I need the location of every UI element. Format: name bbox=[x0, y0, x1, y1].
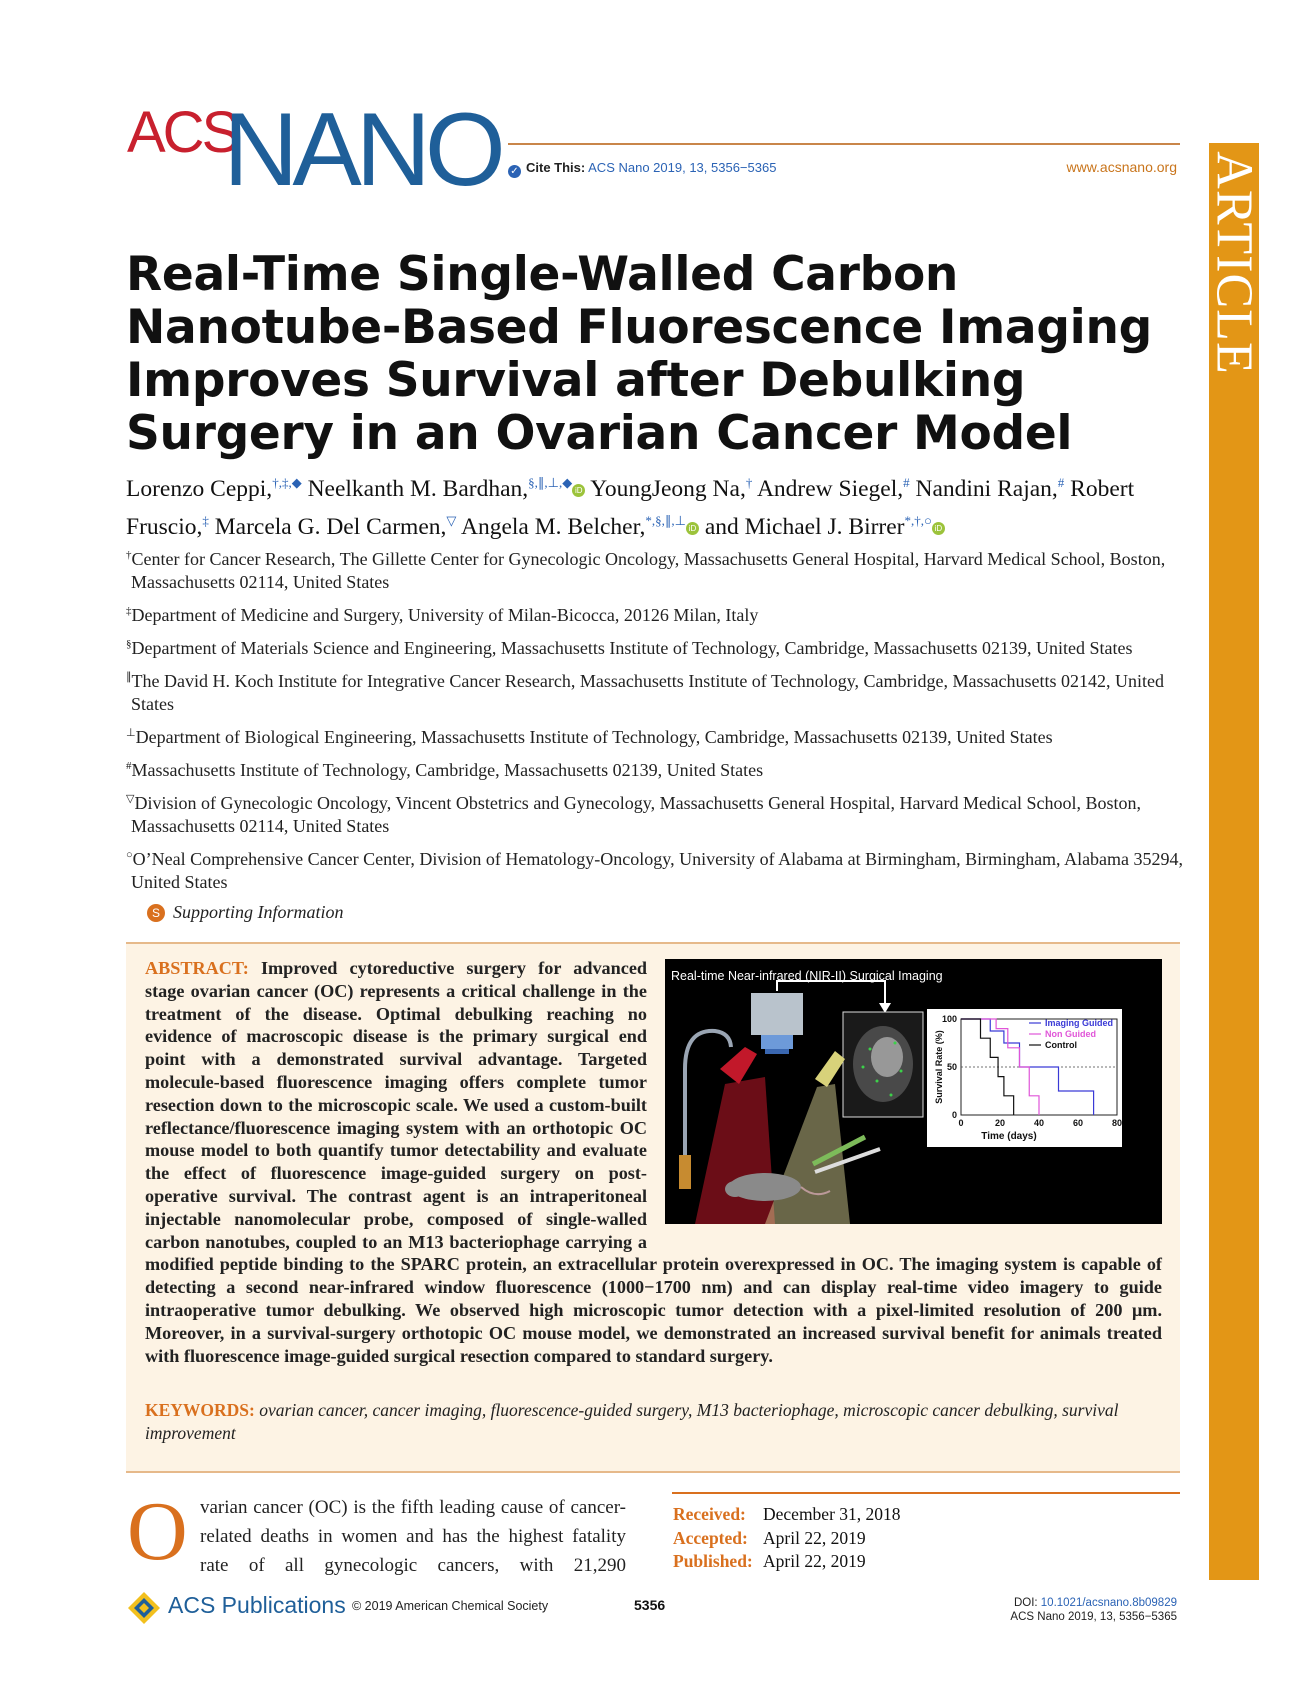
author-affiliation-marks: ‡ bbox=[202, 512, 209, 528]
drop-cap: O bbox=[127, 1485, 188, 1578]
author-affiliation-marks: *,†,○ bbox=[904, 512, 932, 528]
y-tick-label: 0 bbox=[951, 1110, 957, 1120]
orcid-icon[interactable]: iD bbox=[932, 522, 945, 535]
keywords-label: KEYWORDS: bbox=[145, 1400, 255, 1420]
y-tick-label: 50 bbox=[946, 1062, 957, 1072]
y-tick-label: 100 bbox=[941, 1014, 957, 1024]
author-affiliation-marks: # bbox=[903, 475, 910, 490]
date-row: Published: April 22, 2019 bbox=[673, 1551, 866, 1571]
dates-rule bbox=[672, 1492, 1180, 1494]
author-affiliation-marks: ▽ bbox=[446, 512, 457, 528]
footer-citation: ACS Nano 2019, 13, 5356−5365 bbox=[1010, 1611, 1177, 1623]
author[interactable]: Robert Fruscio,‡ bbox=[126, 475, 1135, 540]
legend-entry: Non Guided bbox=[1045, 1029, 1096, 1039]
abstract-body: Improved cytoreductive surgery for advanced stage ovarian cancer (OC) represents a critical challenge in the treatment of the disease. Optimal debulking reaching no evidence of macroscopic disease is the primary surgical end point with a demonstrated survival advantage. Targeted molecule-based fluorescence imaging offers complete tumor resection down to the microscopic scale. We used a custom-built reflectance/fluorescence imaging system with an orthotopic OC mouse model to both quantify tumor detectability and evaluate the effect of fluorescence image-guided surgery on post-operative survival. The contrast agent is an intraperitoneal injectable nanomolecular probe, composed of single-walled carbon nanotubes, coupled to an M13 bacteriophage carrying a modified peptide binding to the SPARC protein, an extracellular protein overexpressed in OC. The imaging system is capable of detecting a second near-infrared window fluorescence (1000−1700 nm) and can display real-time video imagery to guide intraoperative tumor debulking. We observed high microscopic tumor detection with a pixel-limited resolution of 200 μm. Moreover, in a survival-surgery orthotopic OC mouse model, we demonstrated an increased survival benefit for animals treated with fluorescence image-guided surgical resection compared to standard surgery. bbox=[145, 958, 1162, 1366]
x-tick-label: 40 bbox=[1033, 1118, 1045, 1128]
toc-graphic bbox=[665, 959, 1162, 1224]
affiliation: ∥The David H. Koch Institute for Integrative Cancer Research, Massachusetts Institute of Technology, Cambridge, Massachusetts 02142, United States bbox=[126, 671, 1164, 714]
journal-logo[interactable] bbox=[127, 92, 514, 208]
affiliation: ⊥Department of Biological Engineering, Massachusetts Institute of Technology, Cambridge, Massachusetts 02139, United States bbox=[126, 727, 1053, 747]
orcid-icon[interactable]: iD bbox=[572, 484, 585, 497]
x-tick-label: 80 bbox=[1111, 1118, 1123, 1128]
article-type-label: ARTICLE bbox=[1205, 151, 1263, 375]
author[interactable]: Nandini Rajan,# bbox=[915, 475, 1065, 502]
cite-reference[interactable]: ACS Nano 2019, 13, 5356−5365 bbox=[588, 160, 777, 175]
white-light-source bbox=[815, 1051, 845, 1087]
toc-graphic-svg bbox=[665, 959, 1162, 1224]
author-affiliation-marks: *,§,∥,⊥ bbox=[645, 512, 686, 528]
doi-block bbox=[1010, 1596, 1177, 1624]
body-text: varian cancer (OC) is the fifth leading cause of cancer-related deaths in women and has the highest fatality rate of all gynecologic cancers, with 21,290 bbox=[200, 1497, 626, 1576]
author[interactable]: Neelkanth M. Bardhan,§,∥,⊥,◆iD bbox=[308, 476, 586, 502]
affiliation: §Department of Materials Science and Engineering, Massachusetts Institute of Technology, Cambridge, Massachusetts 02139, United States bbox=[126, 638, 1133, 658]
x-axis-label: Time (days) bbox=[981, 1131, 1037, 1142]
affiliation: ○O’Neal Comprehensive Cancer Center, Division of Hematology-Oncology, University of Alabama at Birmingham, Birmingham, Alabama 35294, United States bbox=[126, 849, 1184, 892]
affiliation-list bbox=[126, 544, 1186, 900]
x-tick-label: 0 bbox=[958, 1118, 964, 1128]
camera-body bbox=[751, 993, 803, 1035]
supporting-information-link[interactable] bbox=[147, 902, 344, 923]
author[interactable]: Marcela G. Del Carmen,▽ bbox=[214, 512, 457, 540]
keywords-list: ovarian cancer, cancer imaging, fluorescence-guided surgery, M13 bacteriophage, microscopic cancer debulking, survival improvement bbox=[145, 1400, 1119, 1443]
abstract-label: ABSTRACT: bbox=[145, 958, 249, 978]
abstract bbox=[145, 957, 1162, 1367]
doi-link[interactable]: 10.1021/acsnano.8b09829 bbox=[1040, 1597, 1177, 1609]
acs-publications-icon bbox=[126, 1590, 162, 1626]
publication-dates bbox=[673, 1503, 901, 1574]
x-tick-label: 20 bbox=[994, 1118, 1006, 1128]
survival-chart bbox=[927, 1009, 1122, 1147]
legend-entry: Imaging Guided bbox=[1045, 1018, 1114, 1028]
header-rule bbox=[508, 143, 1180, 145]
journal-url[interactable]: www.acsnano.org bbox=[1066, 159, 1177, 175]
toc-graphic-title: Real-time Near-infrared (NIR-II) Surgical Imaging bbox=[671, 969, 943, 983]
author-affiliation-marks: §,∥,⊥,◆ bbox=[528, 475, 573, 490]
author[interactable]: and Michael J. Birrer*,†,○iD bbox=[705, 514, 945, 540]
check-icon: ✓ bbox=[508, 165, 521, 178]
legend-entry: Control bbox=[1045, 1040, 1077, 1050]
author[interactable]: Andrew Siegel,# bbox=[756, 475, 910, 502]
page-number: 5356 bbox=[634, 1597, 666, 1613]
affiliation: †Center for Cancer Research, The Gillette Center for Gynecologic Oncology, Massachusetts General Hospital, Harvard Medical School, Boston, Massachusetts 02114, United States bbox=[126, 549, 1166, 592]
author-affiliation-marks: # bbox=[1057, 475, 1065, 490]
author-list bbox=[126, 467, 1196, 543]
date-row: Received: December 31, 2018 bbox=[673, 1504, 901, 1524]
author-affiliation-marks: †,‡,◆ bbox=[272, 475, 302, 490]
affiliation: ‡Department of Medicine and Surgery, University of Milan-Bicocca, 20126 Milan, Italy bbox=[126, 605, 759, 625]
affiliation: #Massachusetts Institute of Technology, Cambridge, Massachusetts 02139, United States bbox=[126, 760, 764, 780]
author[interactable]: YoungJeong Na,† bbox=[590, 475, 753, 502]
laser-source bbox=[720, 1047, 757, 1084]
author[interactable]: Angela M. Belcher,*,§,∥,⊥iD bbox=[461, 514, 699, 540]
logo-nano: NANO bbox=[223, 92, 500, 208]
article-title: Real-Time Single-Walled Carbon Nanotube-Based Fluorescence Imaging Improves Survival after Debulking Surgery in an Ovarian Cancer Model bbox=[126, 247, 1152, 461]
publisher-name[interactable]: ACS Publications bbox=[168, 1592, 346, 1618]
x-tick-label: 60 bbox=[1072, 1118, 1084, 1128]
copyright: © 2019 American Chemical Society bbox=[352, 1599, 549, 1613]
author[interactable]: Lorenzo Ceppi,†,‡,◆ bbox=[126, 475, 302, 502]
camera-lens bbox=[761, 1035, 793, 1049]
orcid-icon[interactable]: iD bbox=[686, 522, 699, 535]
supporting-info-icon: S bbox=[147, 904, 165, 922]
affiliation: ▽Division of Gynecologic Oncology, Vincent Obstetrics and Gynecology, Massachusetts General Hospital, Harvard Medical School, Boston, Massachusetts 02114, United States bbox=[126, 793, 1142, 836]
date-row: Accepted: April 22, 2019 bbox=[673, 1527, 866, 1548]
cite-this[interactable] bbox=[508, 160, 776, 178]
logo-acs: ACS bbox=[127, 100, 238, 165]
cite-label: Cite This: bbox=[526, 160, 586, 175]
author-affiliation-marks: † bbox=[745, 475, 753, 490]
supporting-info-label: Supporting Information bbox=[173, 902, 344, 922]
y-axis-label: Survival Rate (%) bbox=[934, 1030, 944, 1104]
doi-label: DOI: bbox=[1013, 1597, 1038, 1609]
keywords bbox=[145, 1399, 1162, 1445]
